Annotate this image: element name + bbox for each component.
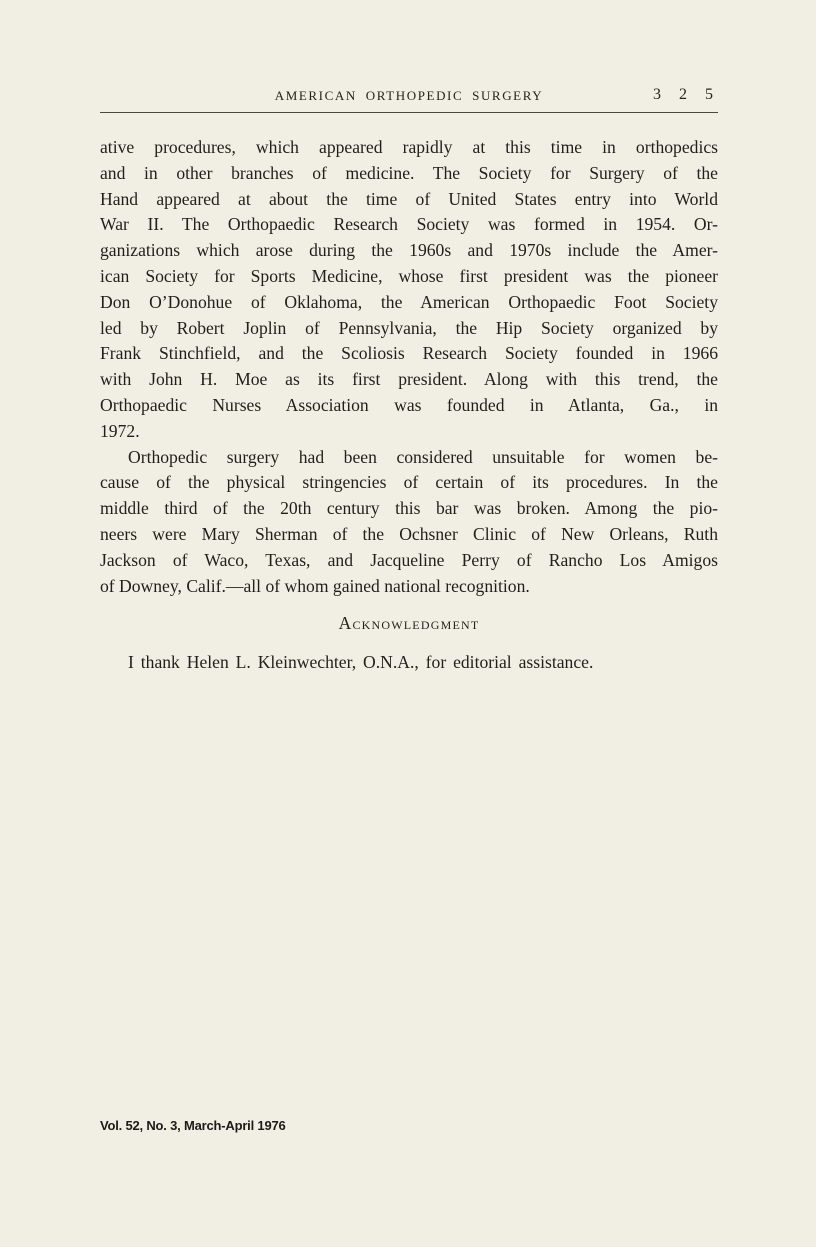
text-line: ganizations which arose during the 1960s and 1970s include the Amer- [100, 240, 718, 261]
section-heading: Acknowledgment [338, 613, 480, 634]
text-line: Don O’Donohue of Oklahoma, the American Orthopaedic Foot Society [100, 291, 718, 312]
running-header [100, 88, 718, 108]
page-number: 3 2 5 [653, 86, 718, 103]
text-column [100, 88, 718, 676]
text-line: Frank Stinchfield, and the Scoliosis Research Society founded in 1966 [100, 343, 718, 364]
text-line: Orthopaedic Nurses Association was founded in Atlanta, Ga., in [100, 394, 718, 415]
text-line: War II. The Orthopaedic Research Society was formed in 1954. Or- [100, 214, 718, 235]
text-line: cause of the physical stringencies of certain of its procedures. In the [100, 472, 718, 493]
text-line: ative procedures, which appeared rapidly at this time in orthopedics [100, 137, 718, 157]
text-line: and in other branches of medicine. The Society for Surgery of the [100, 162, 718, 183]
text-line: middle third of the 20th century this bar was broken. Among the pio- [100, 498, 718, 519]
header-rule [100, 112, 718, 113]
text-line: Orthopedic surgery had been considered unsuitable for women be- [128, 446, 718, 467]
text-line: led by Robert Joplin of Pennsylvania, the Hip Society organized by [100, 317, 718, 338]
acknowledgment-text: I thank Helen L. Kleinwechter, O.N.A., for editorial assistance. [128, 652, 594, 673]
header-title: AMERICAN ORTHOPEDIC SURGERY [274, 88, 544, 103]
text-line: of Downey, Calif.—all of whom gained national recognition. [100, 575, 530, 596]
text-line: with John H. Moe as its first president. Along with this trend, the [100, 369, 718, 390]
text-line: ican Society for Sports Medicine, whose first president was the pioneer [100, 265, 718, 286]
text-line: 1972. [100, 420, 140, 441]
text-line: Hand appeared at about the time of United States entry into World [100, 188, 718, 209]
body-text [100, 135, 718, 599]
text-line: Jackson of Waco, Texas, and Jacqueline Perry of Rancho Los Amigos [100, 549, 718, 570]
footer-citation: Vol. 52, No. 3, March-April 1976 [100, 1118, 286, 1133]
text-line: neers were Mary Sherman of the Ochsner Clinic of New Orleans, Ruth [100, 523, 718, 544]
